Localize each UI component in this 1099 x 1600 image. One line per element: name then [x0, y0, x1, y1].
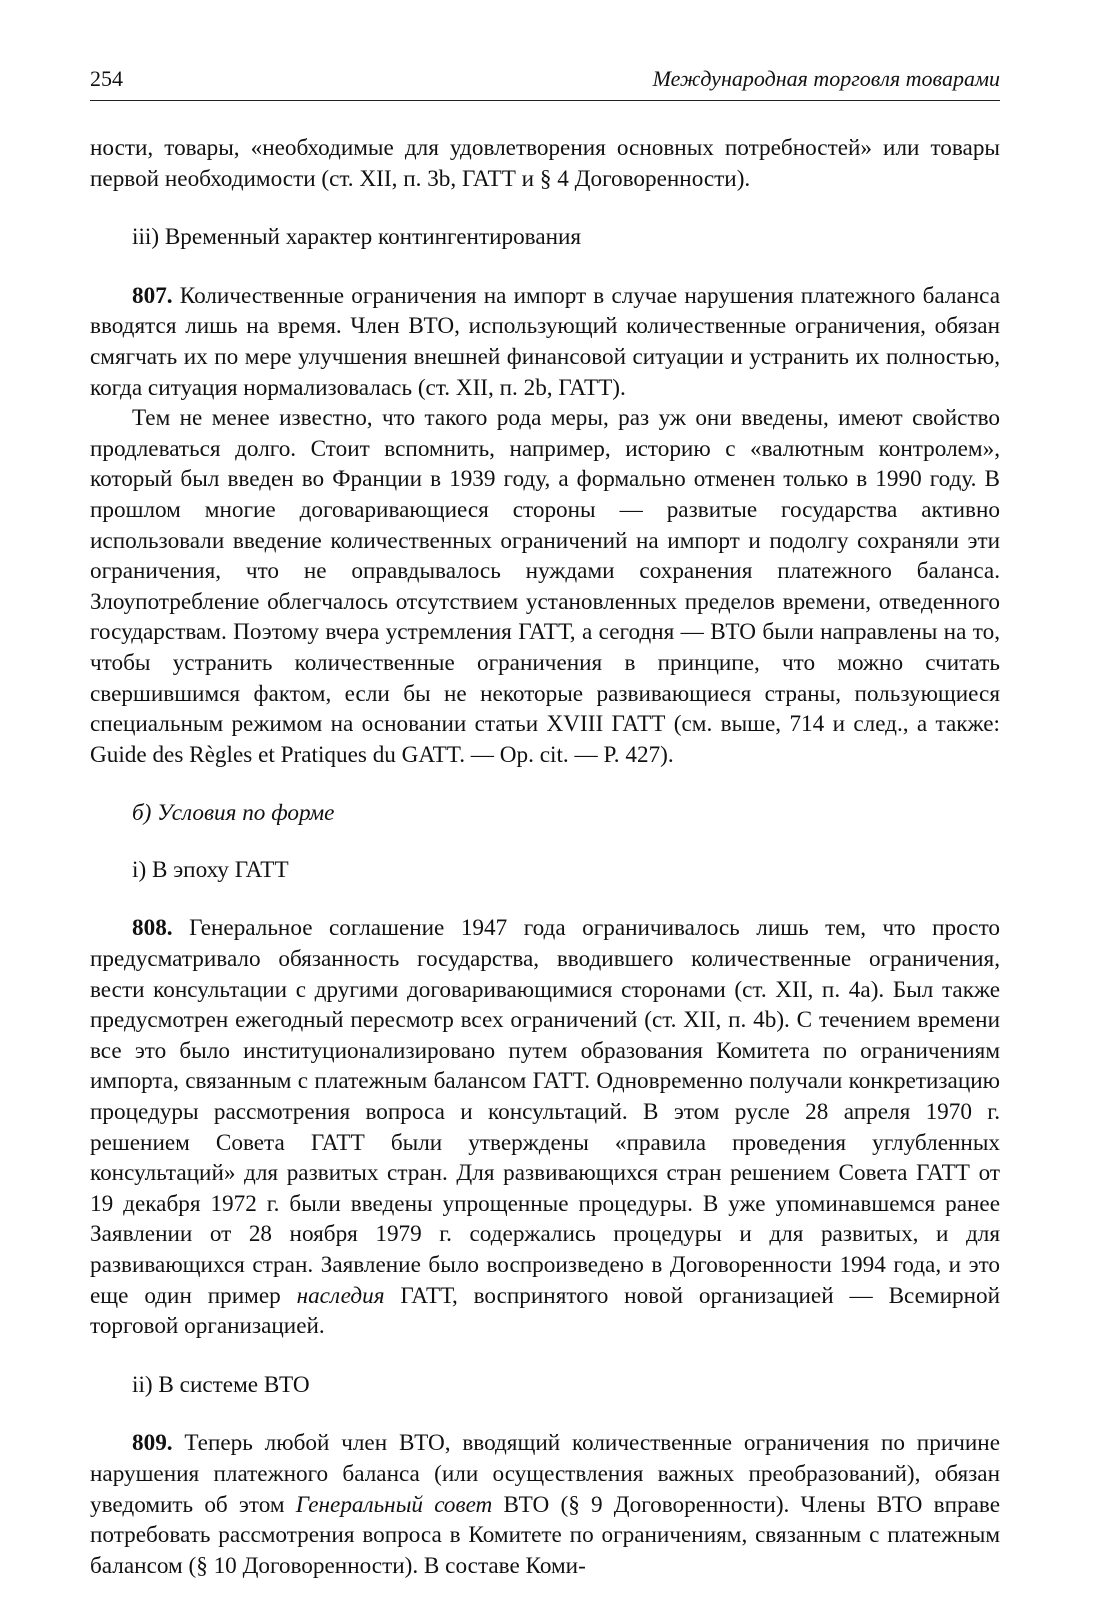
paragraph-continued: ности, товары, «необходимые для удовлетворения основных потребностей» или товары первой необходимости (ст. XII, п. 3b, ГАТТ и § 4 Договоренности). [90, 135, 1000, 192]
paragraph-number-808: 808. [132, 915, 173, 942]
section-heading-ii: ii) В системе ВТО [132, 1371, 310, 1398]
paragraph-807-text: Количественные ограничения на импорт в случае нарушения платежного баланса вводятся лишь на время. Член ВТО, использующий количественные ограничения, обязан смягчать их по мере улучшения внешней финансовой ситуации и устранить их полностью, когда ситуация нормализовалась (ст. XII, п. 2b, ГАТТ). [90, 282, 1000, 401]
running-title: Международная торговля товарами [652, 66, 1000, 91]
paragraph-808-text-a: Генеральное соглашение 1947 года ограничивалось лишь тем, что просто предусматривало обязанность государства, вводившего количественные ограничения, вести консультации с другими договаривающимися сторонами (ст. XII, п. 4а). Был также предусмотрен ежегодный пересмотр всех ограничений (ст. XII, п. 4b). С течением времени все это было институционализировано путем образования Комитета по ограничениям импорта, связанным с платежным балансом ГАТТ. Одновременно получали конкретизацию процедуры рассмотрения вопроса и консультаций. В этом русле 28 апреля 1970 г. решением Совета ГАТТ были утверждены «правила проведения углубленных консультаций» для развитых стран. Для развивающихся стран решением Совета ГАТТ от 19 декабря 1972 г. были введены упрощенные процедуры. В уже упоминавшемся ранее Заявлении от 28 ноября 1979 г. содержались процедуры и для развитых, и для развивающихся стран. Заявление было воспроизведено в Договоренности 1994 года, и это еще один пример [90, 915, 1000, 1309]
page-number: 254 [90, 66, 123, 91]
section-heading-i: i) В эпоху ГАТТ [132, 856, 289, 883]
paragraph-number-807: 807. [132, 282, 173, 309]
running-header [90, 66, 1000, 101]
paragraph-809-text-b: ВТО (§ 9 Договоренности). Члены ВТО вправе потребовать рассмотрения вопроса в Комитете по ограничениям, связанным с платежным балансом (§ 10 Договоренности). В составе Коми- [90, 1491, 1000, 1579]
paragraph-808-text-b: ГАТТ, воспринятого новой организацией — Всемирной торговой организацией. [90, 1282, 1000, 1340]
paragraph-808-emphasis: наследия [296, 1282, 385, 1309]
page-body [90, 133, 1000, 1581]
paragraph-809-emphasis: Генеральный совет [295, 1491, 493, 1518]
paragraph-808 [90, 913, 1000, 1341]
paragraph-number-809: 809. [132, 1430, 173, 1457]
paragraph-807-continuation: Тем не менее известно, что такого рода меры, раз уж они введены, имеют свойство продлеваться долго. Стоит вспомнить, например, историю с «валютным контролем», который был введен во Франции в 1939 году, а формально отменен только в 1990 году. В прошлом многие договаривающиеся стороны — развитые государства активно использовали введение количественных ограничений на импорт и подолгу сохраняли эти ограничения, что не оправдывалось нуждами сохранения платежного баланса. Злоупотребление облегчалось отсутствием установленных пределов времени, отведенного государствам. Поэтому вчера устремления ГАТТ, а сегодня — ВТО были направлены на то, чтобы устранить количественные ограничения в принципе, что можно считать свершившимся фактом, если бы не некоторые развивающиеся страны, пользующиеся специальным режимом на основании статьи XVIII ГАТТ (см. выше, 714 и след., а также: Guide des Règles et Pratiques du GATT. — Op. cit. — P. 427). [90, 405, 1000, 768]
section-heading-iii: iii) Временный характер контингентирования [132, 224, 582, 251]
paragraph-809 [90, 1428, 1000, 1581]
paragraph-809-text-a: Теперь любой член ВТО, вводящий количественные ограничения по причине нарушения платежного баланса (или осуществления важных преобразований), обязан уведомить об этом [90, 1430, 1000, 1518]
paragraph-807 [90, 281, 1000, 403]
section-heading-b: б) Условия по форме [132, 800, 335, 827]
